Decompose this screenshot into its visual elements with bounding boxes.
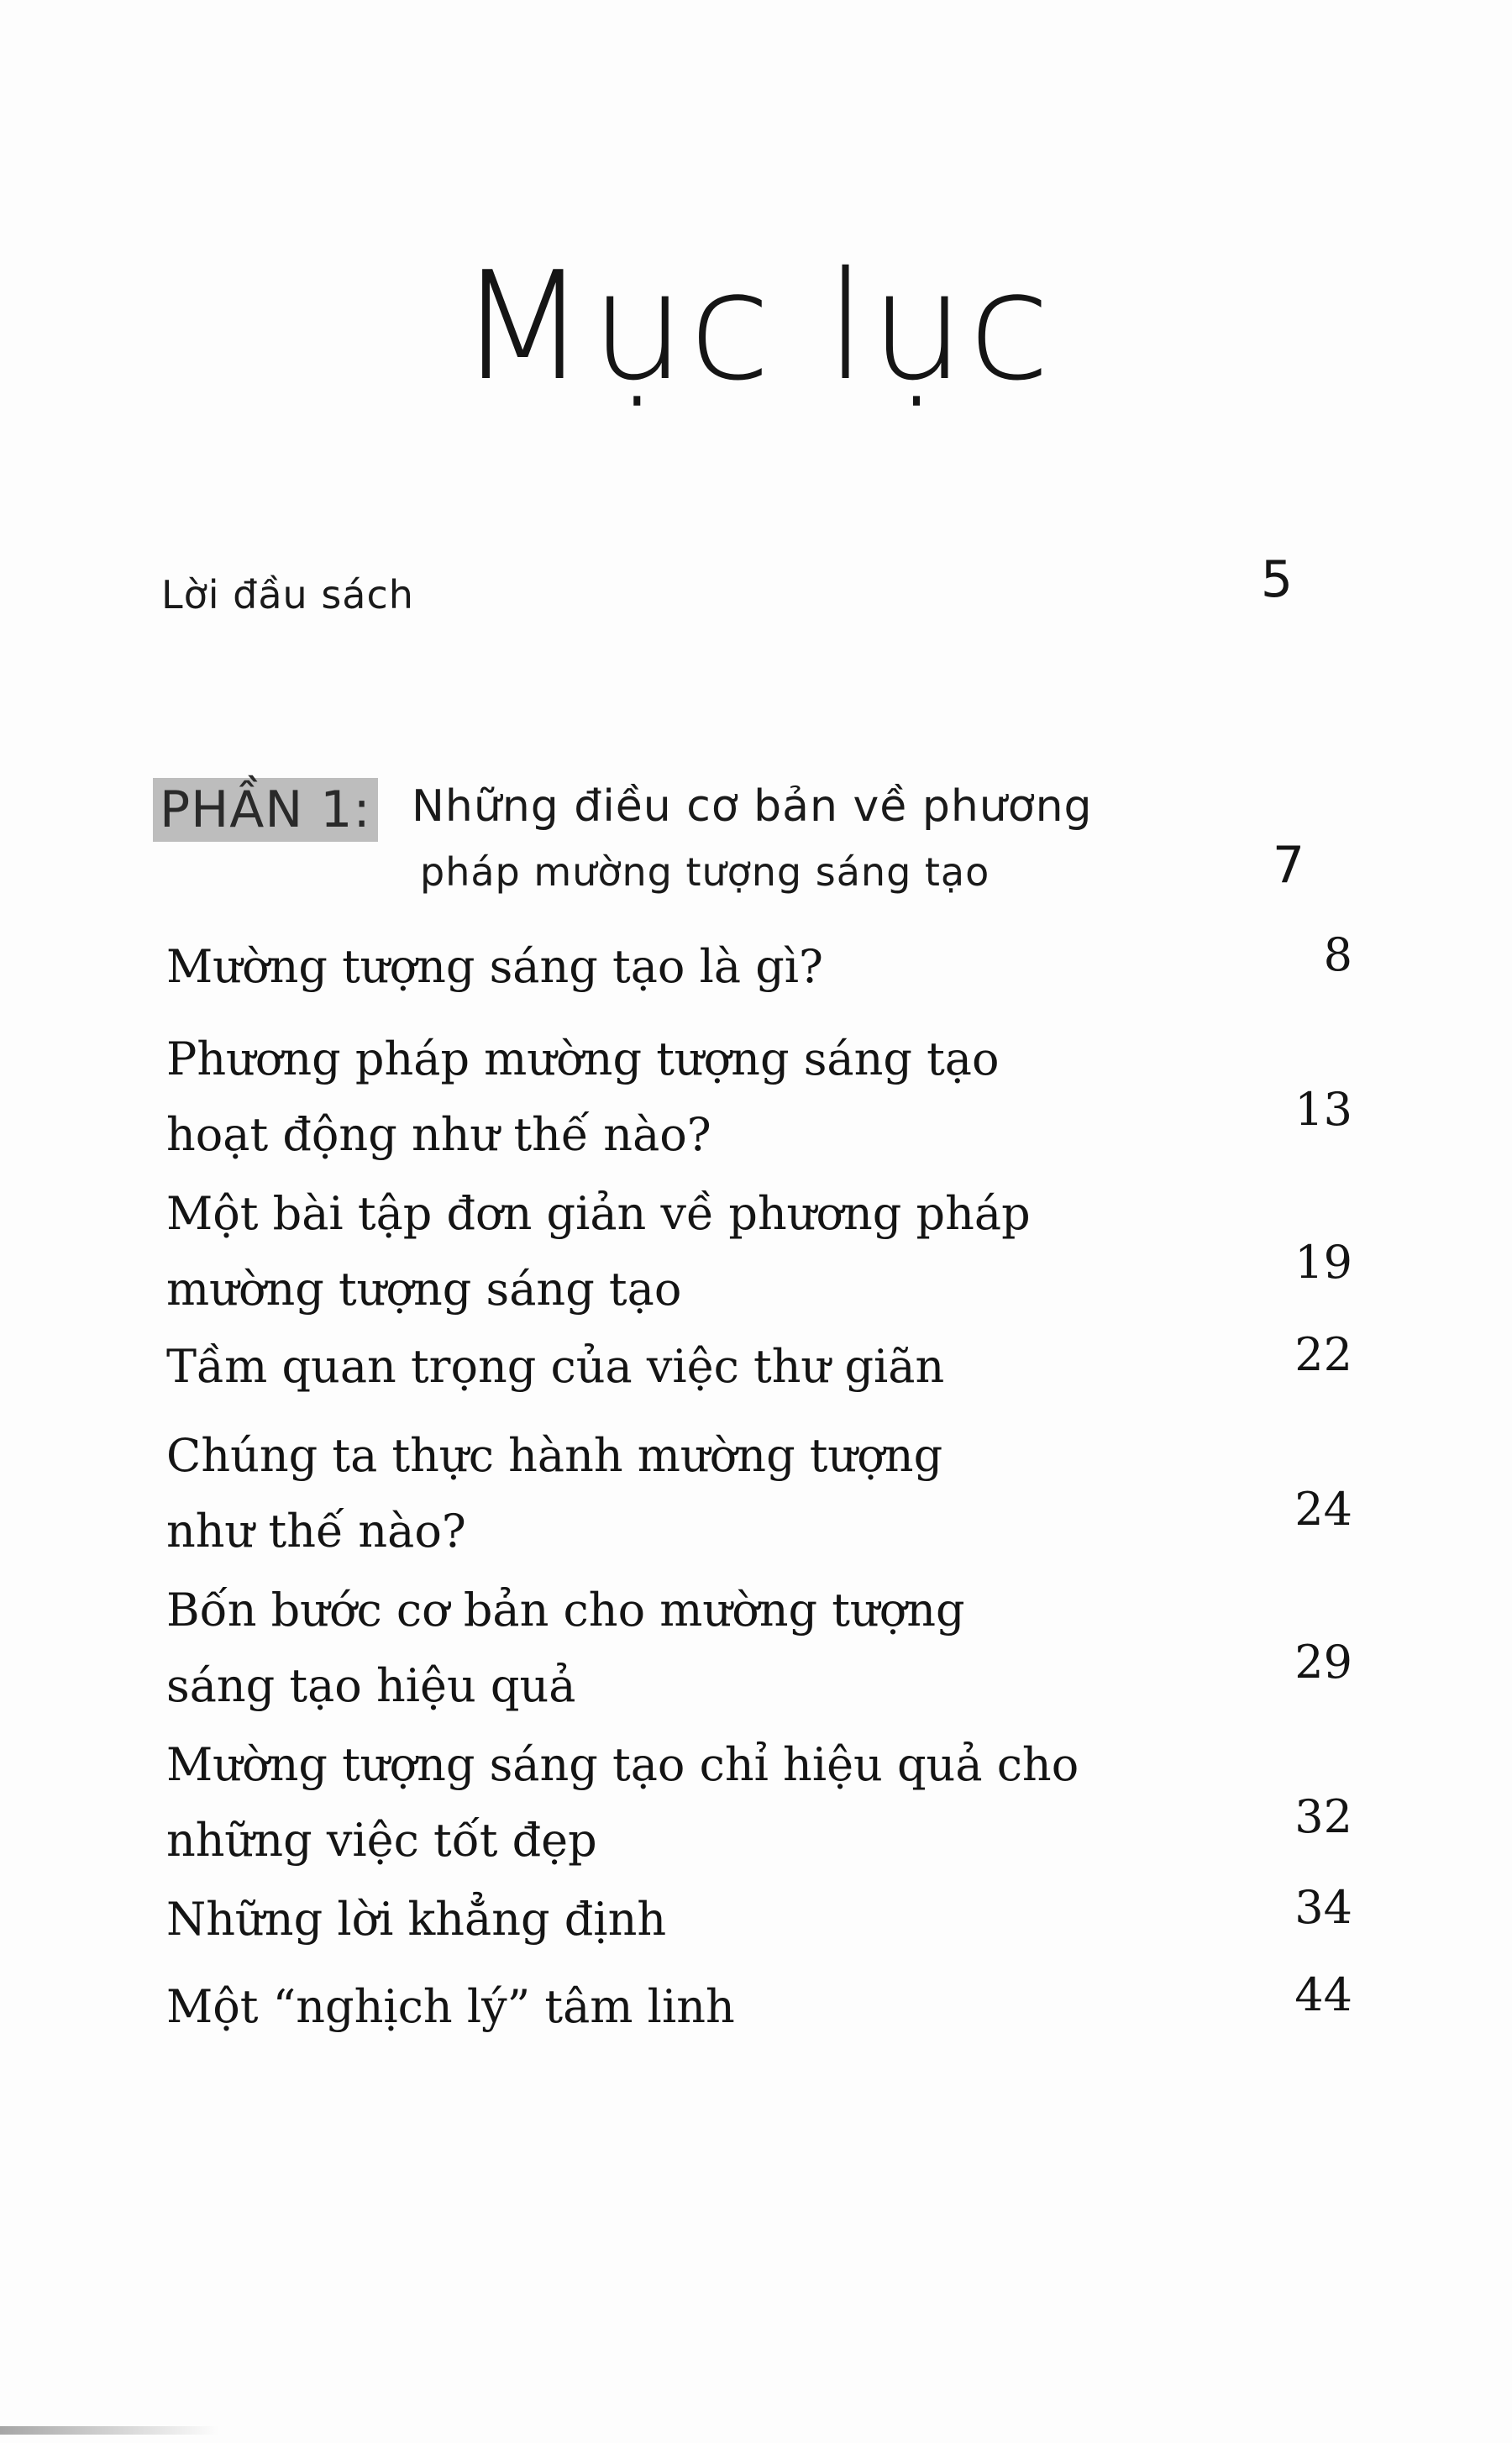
toc-entry-page-number: 22 — [1294, 1328, 1352, 1381]
toc-entry-page-number: 24 — [1294, 1483, 1352, 1536]
toc-entry-line: Mường tượng sáng tạo chỉ hiệu quả cho — [166, 1738, 1079, 1791]
toc-entry-page-number: 44 — [1294, 1968, 1352, 2021]
toc-entry-line: Chúng ta thực hành mường tượng — [166, 1429, 943, 1482]
part-1-title-line-1: Những điều cơ bản về phương — [412, 781, 1093, 832]
toc-entry-line: như thế nào? — [166, 1505, 466, 1558]
toc-entry-title — [166, 1329, 1174, 1405]
toc-entry-title — [166, 1969, 1174, 2045]
toc-entry-line: Bốn bước cơ bản cho mường tượng — [166, 1584, 965, 1637]
toc-entry-line: hoạt động như thế nào? — [166, 1108, 711, 1161]
preface-page-number: 5 — [1260, 550, 1294, 609]
toc-entry-page-number: 29 — [1294, 1636, 1352, 1689]
toc-entry-line: Phương pháp mường tượng sáng tạo — [166, 1032, 1000, 1085]
toc-entry-page-number: 8 — [1323, 928, 1352, 981]
toc-entry-line: những việc tốt đẹp — [166, 1814, 597, 1867]
toc-entry-title — [166, 1573, 1174, 1724]
toc-entry-page-number: 13 — [1294, 1083, 1352, 1136]
toc-entry-line: sáng tạo hiệu quả — [166, 1659, 576, 1712]
toc-entry-title — [166, 1418, 1174, 1569]
toc-entry-line: Một bài tập đơn giản về phương pháp — [166, 1187, 1031, 1240]
toc-entry-page-number: 34 — [1294, 1881, 1352, 1934]
toc-entry-page-number: 32 — [1294, 1790, 1352, 1843]
toc-entry-page-number: 19 — [1294, 1236, 1352, 1289]
toc-entry-line: Một “nghịch lý” tâm linh — [166, 1980, 735, 2033]
toc-entry-title — [166, 1022, 1174, 1173]
page-edge-shadow — [0, 2426, 218, 2435]
part-1-tag: PHẦN 1: — [153, 778, 378, 842]
page-title: Mục lục — [458, 239, 1054, 413]
toc-entry-line: Mường tượng sáng tạo là gì? — [166, 940, 823, 993]
toc-entry-line: mường tượng sáng tạo — [166, 1263, 682, 1316]
toc-entry-title — [166, 929, 1174, 1005]
toc-entry-title — [166, 1176, 1174, 1327]
toc-entry-line: Những lời khẳng định — [166, 1893, 667, 1946]
toc-entry-title — [166, 1727, 1174, 1878]
toc-entry-title — [166, 1882, 1174, 1957]
preface-label: Lời đầu sách — [161, 572, 414, 617]
toc-entry-line: Tầm quan trọng của việc thư giãn — [166, 1340, 945, 1393]
part-1-title-line-2: pháp mường tượng sáng tạo — [420, 849, 990, 895]
part-1-page-number: 7 — [1272, 836, 1305, 895]
